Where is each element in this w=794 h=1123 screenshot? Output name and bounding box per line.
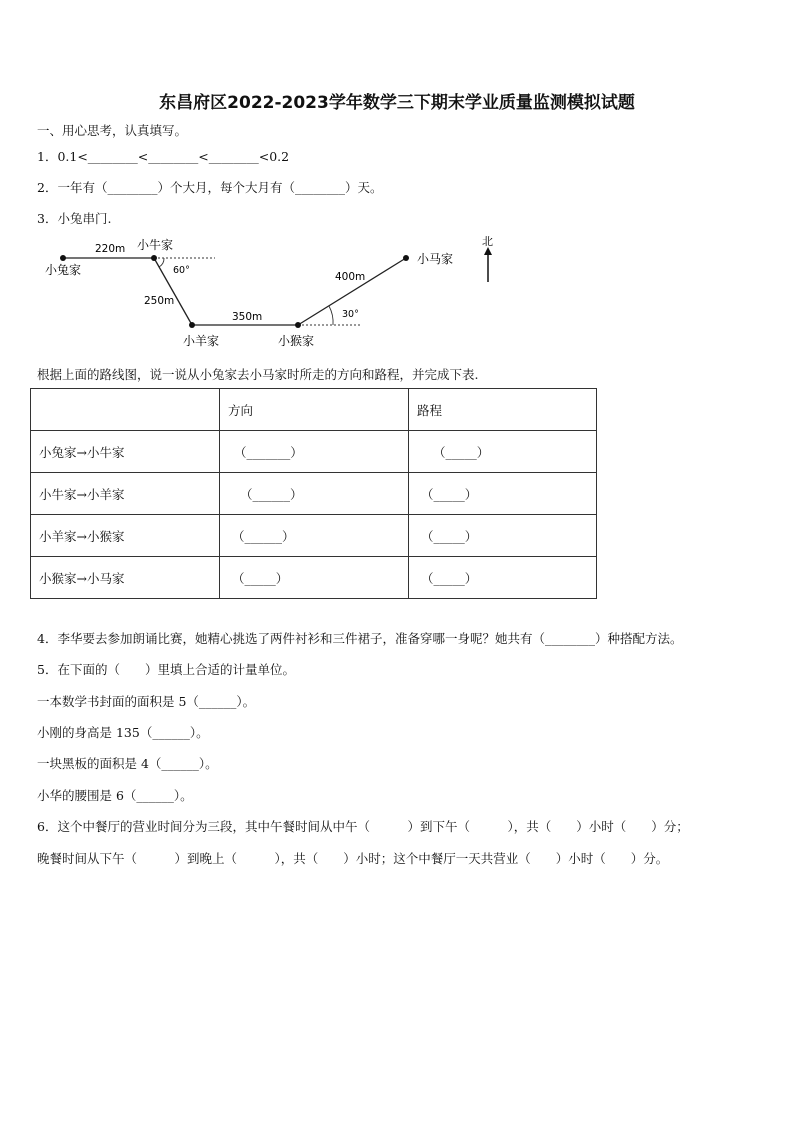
question-4: 4．李华要去参加朗诵比赛，她精心挑选了两件衬衫和三件裙子，准备穿哪一身呢？她共有（________）种搭配方法。 <box>37 631 683 646</box>
table-header-row <box>31 389 597 431</box>
label-cow-home: 小牛家 <box>137 238 174 252</box>
distance-220: 220m <box>95 243 126 255</box>
label-rabbit-home: 小兔家 <box>45 263 82 277</box>
table-header-direction: 方向 <box>220 389 409 431</box>
route-table <box>30 388 597 599</box>
table-row <box>31 515 597 557</box>
question-5: 5．在下面的（ ）里填上合适的计量单位。 <box>37 662 295 677</box>
distance-blank[interactable]: （_____） <box>409 431 597 473</box>
question-3-instruction: 根据上面的路线图，说一说从小兔家去小马家时所走的方向和路程，并完成下表. <box>37 367 479 382</box>
question-3: 3．小兔串门. <box>37 211 112 226</box>
question-6-line-2: 晚餐时间从下午（ ）到晚上（ ），共（ ）小时；这个中餐厅一天共营业（ ）小时（ ）分。 <box>37 851 669 866</box>
question-5c: 一块黑板的面积是 4（______）。 <box>37 756 218 771</box>
direction-blank[interactable]: （_____） <box>220 557 409 599</box>
distance-250: 250m <box>144 295 175 307</box>
distance-blank[interactable]: （_____） <box>409 473 597 515</box>
direction-blank[interactable]: （______） <box>220 473 409 515</box>
distance-blank[interactable]: （_____） <box>409 557 597 599</box>
route-cell: 小兔家→小牛家 <box>31 431 220 473</box>
north-label: 北 <box>482 235 493 248</box>
label-sheep-home: 小羊家 <box>183 334 220 348</box>
table-row <box>31 473 597 515</box>
question-5b: 小刚的身高是 135（______）。 <box>37 725 209 740</box>
question-6-line-1: 6．这个中餐厅的营业时间分为三段，其中午餐时间从中午（ ）到下午（ ），共（ ）小时（ ）分； <box>37 819 689 834</box>
label-monkey-home: 小猴家 <box>278 334 315 348</box>
question-5d: 小华的腰围是 6（______）。 <box>37 788 193 803</box>
table-header-cell <box>31 389 220 431</box>
route-diagram <box>37 232 507 352</box>
page-title: 东昌府区2022-2023学年数学三下期末学业质量监测模拟试题 <box>159 93 635 113</box>
question-2: 2．一年有（________）个大月，每个大月有（________）天。 <box>37 180 383 195</box>
label-horse-home: 小马家 <box>417 252 454 266</box>
section-heading: 一、用心思考，认真填写。 <box>37 123 188 138</box>
table-row <box>31 431 597 473</box>
direction-blank[interactable]: （_______） <box>220 431 409 473</box>
route-cell: 小猴家→小马家 <box>31 557 220 599</box>
route-cell: 小牛家→小羊家 <box>31 473 220 515</box>
question-1: 1．0.1<________<________<________<0.2 <box>37 149 290 164</box>
distance-blank[interactable]: （_____） <box>409 515 597 557</box>
direction-blank[interactable]: （______） <box>220 515 409 557</box>
distance-400: 400m <box>335 271 366 283</box>
question-5a: 一本数学书封面的面积是 5（______）。 <box>37 694 256 709</box>
table-header-distance: 路程 <box>409 389 597 431</box>
angle-60: 60° <box>173 265 190 276</box>
table-row <box>31 557 597 599</box>
distance-350: 350m <box>232 311 263 323</box>
angle-30: 30° <box>342 309 359 320</box>
route-cell: 小羊家→小猴家 <box>31 515 220 557</box>
